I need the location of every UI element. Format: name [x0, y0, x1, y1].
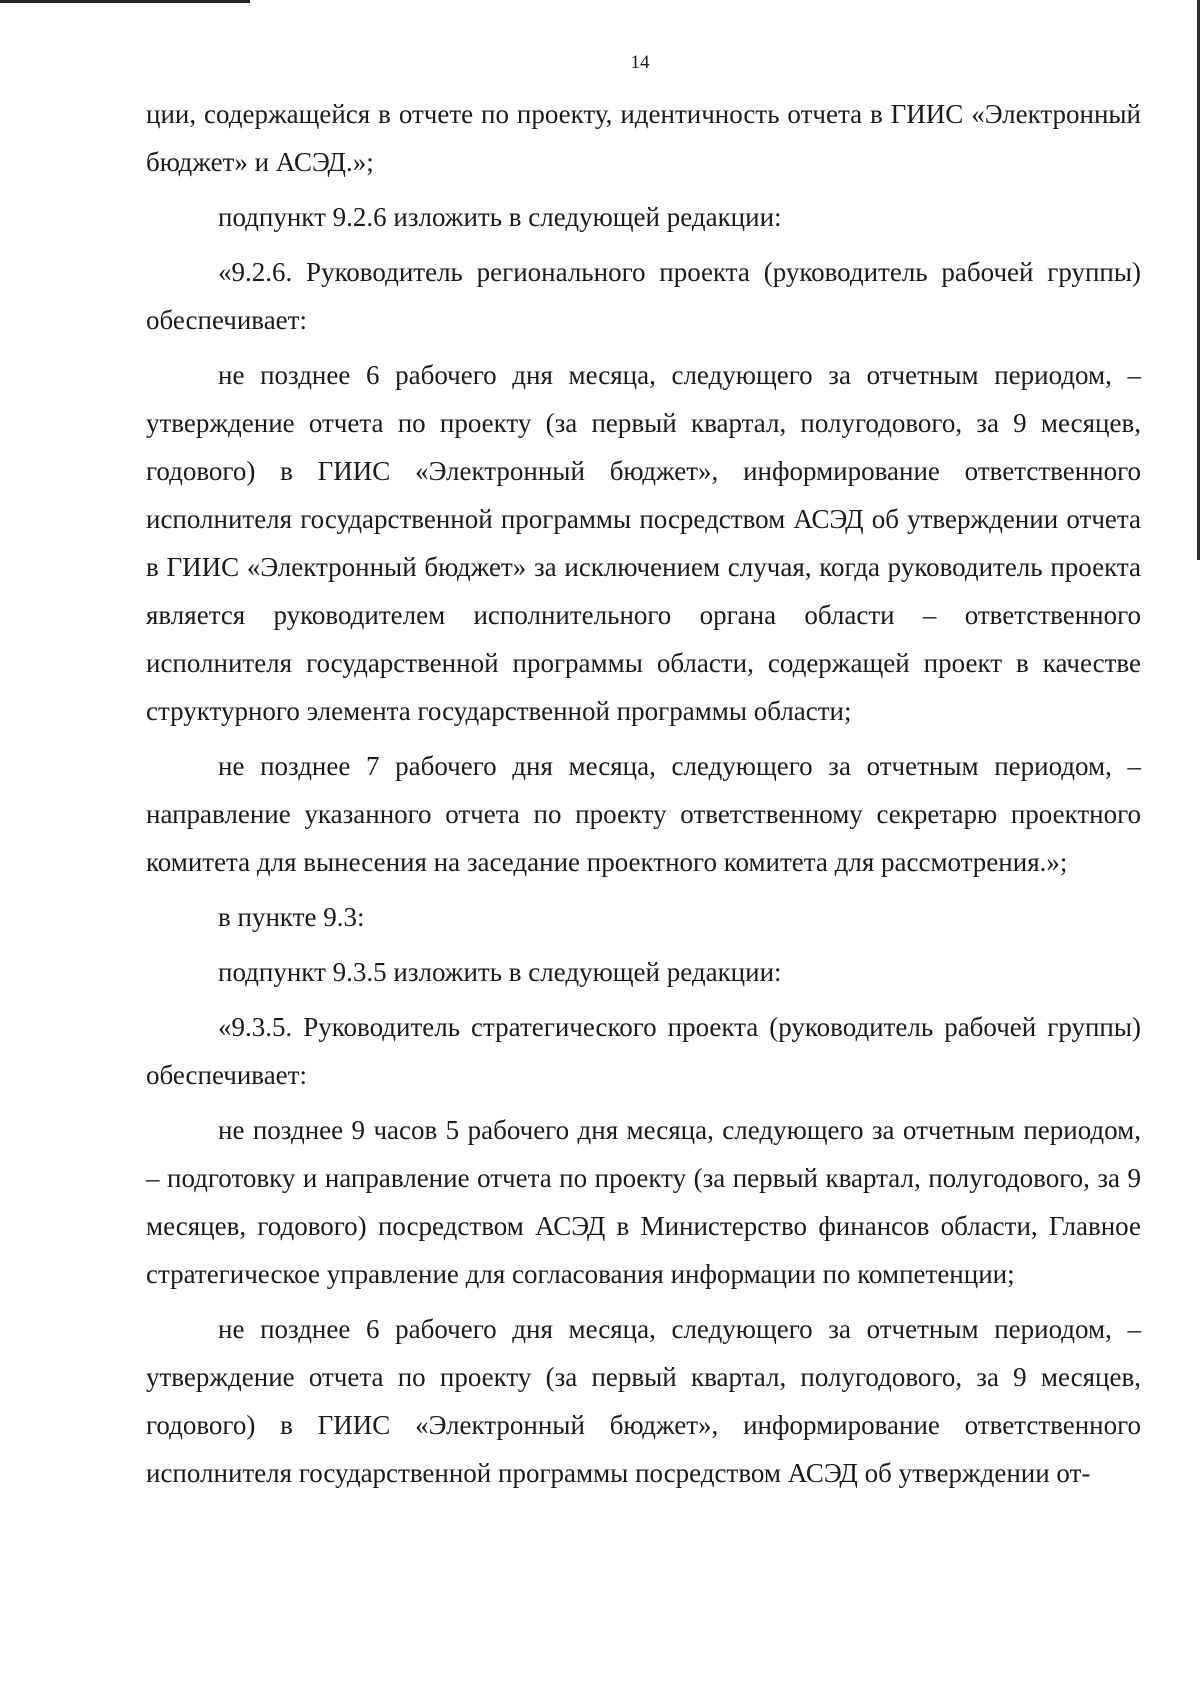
scan-edge-line-top [0, 0, 250, 3]
paragraph-subpoint-935-intro: подпункт 9.3.5 изложить в следующей редакции: [218, 957, 782, 987]
paragraph-926-deadline-6: не позднее 6 рабочего дня месяца, следующего за отчетным периодом, – утверждение отчета по проекту (за первый квартал, полугодового, за 9 месяцев, годового) в ГИИС «Электронный бюджет», информирование ответственного исполнителя государственной программы посредством АСЭД об утверждении отчета в ГИИС «Электронный бюджет» за исключением случая, когда руководитель проекта является руководителем исполнительного органа области – ответственного исполнителя государственной программы области, содержащей проект в качестве структурного элемента государственной программы области; [146, 360, 1141, 726]
document-body [146, 90, 1141, 1504]
paragraph-935-deadline-5: не позднее 9 часов 5 рабочего дня месяца, следующего за отчетным периодом, – подготовку и направление отчета по проекту (за первый квартал, полугодового, за 9 месяцев, годового) посредством АСЭД в Министерство финансов области, Главное стратегическое управление для согласования информации по компетенции; [146, 1115, 1141, 1289]
paragraph-subpoint-926-intro: подпункт 9.2.6 изложить в следующей редакции: [218, 202, 782, 232]
page-number: 14 [630, 52, 650, 73]
paragraph-935-heading: «9.3.5. Руководитель стратегического проекта (руководитель рабочей группы) обеспечивает: [146, 1012, 1141, 1090]
paragraph-926-heading: «9.2.6. Руководитель регионального проекта (руководитель рабочей группы) обеспечивает: [146, 257, 1141, 335]
paragraph-point-93: в пункте 9.3: [218, 902, 365, 932]
paragraph-935-deadline-6: не позднее 6 рабочего дня месяца, следующего за отчетным периодом, – утверждение отчета по проекту (за первый квартал, полугодового, за 9 месяцев, годового) в ГИИС «Электронный бюджет», информирование ответственного исполнителя государственной программы посредством АСЭД об утверждении от- [146, 1314, 1141, 1488]
paragraph-continuation: ции, содержащейся в отчете по проекту, идентичность отчета в ГИИС «Электронный бюджет» и АСЭД.»; [146, 99, 1141, 177]
paragraph-926-deadline-7: не позднее 7 рабочего дня месяца, следующего за отчетным периодом, – направление указанного отчета по проекту ответственному секретарю проектного комитета для вынесения на заседание проектного комитета для рассмотрения.»; [146, 751, 1141, 877]
